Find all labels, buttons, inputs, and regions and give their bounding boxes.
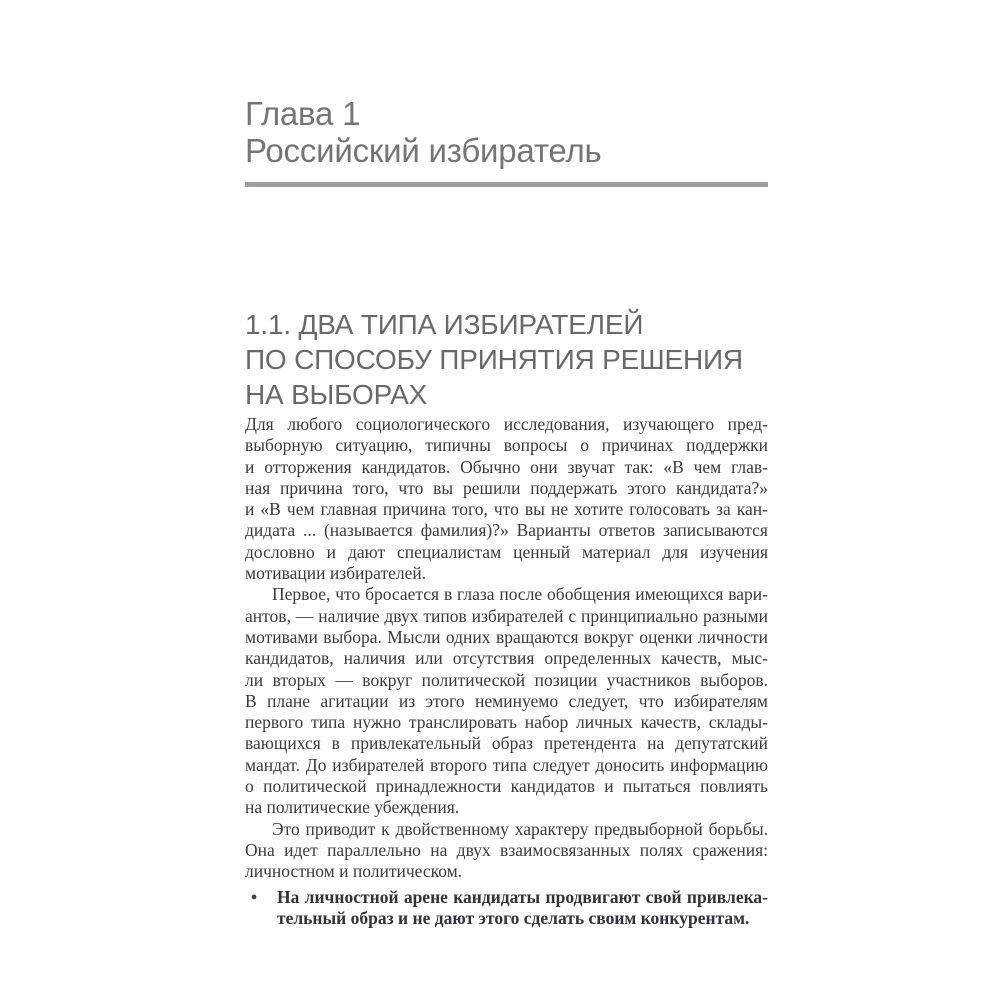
text-line: выборную ситуацию, типичны вопросы о причинах поддержки [245, 435, 768, 456]
text-line: ли вторых — вокруг политической позиции участников выборов. [245, 669, 768, 690]
bullet-marker-icon: • [251, 886, 258, 907]
text-line: личностном и политическом. [245, 861, 463, 882]
text-line: В плане агитации из этого неминуемо следует, что избирателям [245, 690, 768, 711]
text-line: и «В чем главная причина того, что вы не хотите голосовать за кан- [245, 499, 768, 520]
text-line: и отторжения кандидатов. Обычно они звучат так: «В чем глав- [245, 456, 768, 477]
section-heading [245, 307, 768, 412]
text-line: мотивации избирателей. [245, 563, 427, 584]
text-line: мандат. До избирателей второго типа следует доносить информацию [245, 754, 768, 775]
section-heading-line: ПО СПОСОБУ ПРИНЯТИЯ РЕШЕНИЯ [245, 344, 743, 375]
text-line: кандидатов, наличия или отсутствия определенных качеств, мыс- [245, 648, 768, 669]
chapter-number: Глава 1 [245, 95, 361, 132]
section-heading-line: 1.1. ДВА ТИПА ИЗБИРАТЕЛЕЙ [245, 309, 644, 340]
chapter-title [245, 95, 768, 169]
text-line: антов, — наличие двух типов избирателей с принципиально разными [245, 605, 768, 626]
paragraph [245, 819, 768, 883]
text-line: о политической принадлежности кандидатов и пытаться повлиять [245, 776, 768, 797]
text-line: первого типа нужно транслировать набор личных качеств, склады- [245, 712, 768, 733]
text-line: Для любого социологического исследования, изучающего пред- [245, 414, 768, 434]
text-line: Первое, что бросается в глаза после обобщения имеющихся вари- [272, 584, 768, 605]
text-line: на политические убеждения. [245, 797, 460, 818]
paragraph [245, 584, 768, 818]
text-line: дидата ... (называется фамилия)?» Варианты ответов записываются [245, 520, 768, 541]
text-line: Она идет параллельно на двух взаимосвязанных полях сражения: [245, 839, 768, 860]
text-line: ная причина того, что вы решили поддержать этого кандидата?» [245, 477, 768, 498]
text-line: На личностной арене кандидаты продвигают свой привлека- [277, 886, 768, 907]
body-text [245, 414, 768, 929]
paragraph [245, 414, 768, 584]
bullet-item [245, 887, 768, 930]
bullet-text [277, 887, 768, 930]
section-heading-line: НА ВЫБОРАХ [245, 379, 428, 410]
text-line: Это приводит к двойственному характеру предвыборной борьбы. [272, 818, 768, 839]
text-line: тельный образ и не дают этого сделать своим конкурентам. [277, 907, 750, 928]
text-line: вающихся в привлекательный образ претендента на депутатский [245, 733, 768, 754]
text-line: дословно и дают специалистам ценный материал для изучения [245, 541, 768, 562]
chapter-name: Российский избиратель [245, 132, 602, 169]
section-divider [245, 182, 768, 187]
text-line: мотивами выбора. Мысли одних вращаются вокруг оценки личности [245, 626, 768, 647]
